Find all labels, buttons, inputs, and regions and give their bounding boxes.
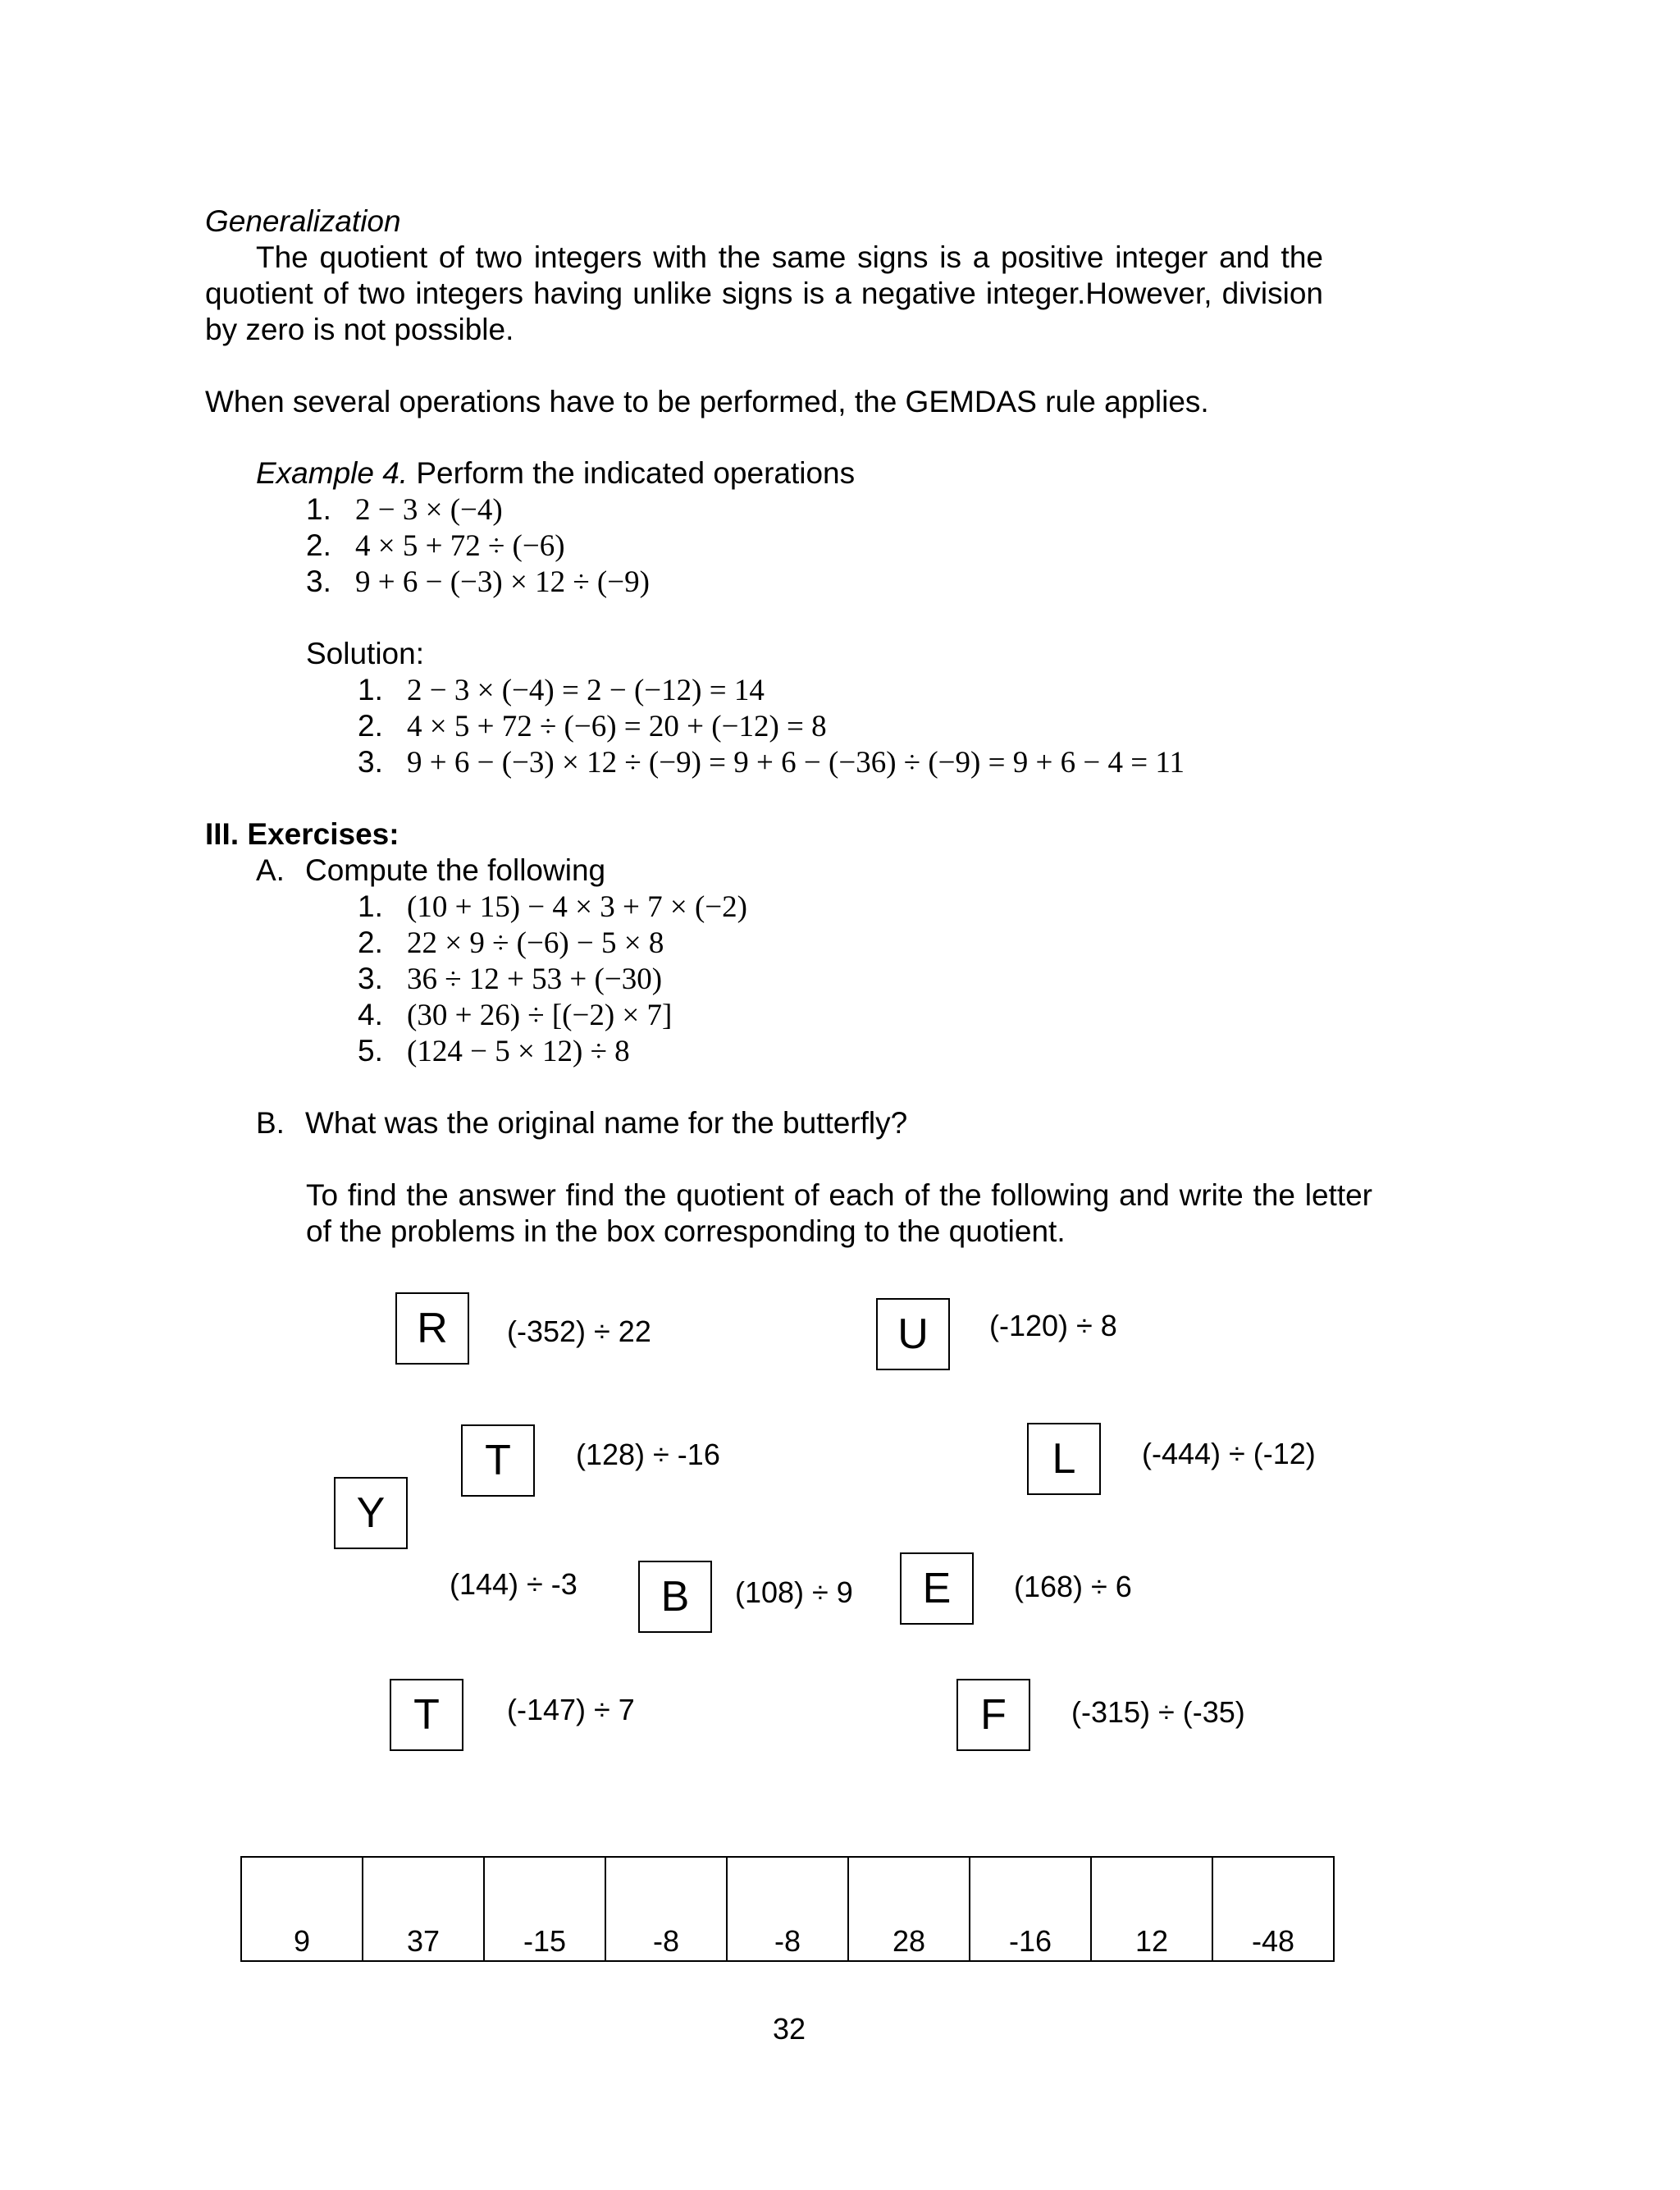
puzzle-expression: (-147) ÷ 7 (507, 1693, 635, 1726)
answer-cell[interactable]: -15 (484, 1857, 605, 1961)
item-number: 2. (358, 709, 383, 743)
solution-item (358, 708, 827, 745)
puzzle-expression: (128) ÷ -16 (576, 1438, 720, 1471)
example-instruction: Perform the indicated operations (416, 456, 856, 490)
item-expression: 22 × 9 ÷ (−6) − 5 × 8 (407, 926, 664, 960)
item-expression: (124 − 5 × 12) ÷ 8 (407, 1035, 630, 1068)
puzzle-expression: (-352) ÷ 22 (507, 1314, 651, 1348)
item-expression: (10 + 15) − 4 × 3 + 7 × (−2) (407, 890, 747, 924)
answer-cell[interactable]: 9 (241, 1857, 363, 1961)
exercise-item (358, 1033, 630, 1070)
letter-box-e: E (900, 1552, 974, 1625)
answer-cell[interactable]: -8 (605, 1857, 727, 1961)
letter-box-f: F (956, 1679, 1030, 1751)
solution-label: Solution: (306, 637, 424, 670)
item-expression: 36 ÷ 12 + 53 + (−30) (407, 962, 663, 996)
letter-box-t-lower: T (390, 1679, 463, 1751)
part-b-question: What was the original name for the butterfly? (305, 1106, 908, 1140)
letter-box-b: B (638, 1561, 712, 1633)
item-number: 4. (358, 998, 383, 1031)
example-item (306, 564, 650, 601)
letter-box-t-upper: T (461, 1424, 535, 1497)
answer-cell[interactable]: -48 (1212, 1857, 1334, 1961)
puzzle-expression: (144) ÷ -3 (450, 1567, 578, 1601)
item-number: 2. (358, 926, 383, 959)
item-number: 1. (358, 673, 383, 706)
item-number: 3. (306, 565, 331, 598)
item-number: 2. (306, 528, 331, 562)
answer-cell[interactable]: 12 (1091, 1857, 1212, 1961)
item-expression: 4 × 5 + 72 ÷ (−6) = 20 + (−12) = 8 (407, 710, 827, 743)
letter-box-r: R (395, 1292, 469, 1365)
item-number: 1. (358, 889, 383, 923)
puzzle-expression: (168) ÷ 6 (1014, 1570, 1132, 1603)
item-expression: 2 − 3 × (−4) (355, 493, 503, 527)
item-expression: 4 × 5 + 72 ÷ (−6) (355, 529, 565, 563)
part-b-label: B. (256, 1106, 285, 1140)
item-number: 3. (358, 962, 383, 995)
letter-box-l: L (1027, 1423, 1101, 1495)
answer-cell[interactable]: -16 (970, 1857, 1091, 1961)
item-expression: (30 + 26) ÷ [(−2) × 7] (407, 999, 673, 1032)
item-expression: 9 + 6 − (−3) × 12 ÷ (−9) = 9 + 6 − (−36) ÷ (−9) = 9 + 6 − 4 = 11 (407, 746, 1185, 780)
letter-box-u: U (876, 1298, 950, 1370)
puzzle-expression: (-315) ÷ (-35) (1071, 1695, 1245, 1729)
exercise-item (358, 889, 747, 926)
example-item (306, 491, 503, 528)
page-number: 32 (773, 2012, 806, 2046)
item-number: 1. (306, 492, 331, 526)
example-item (306, 528, 565, 565)
gemdas-rule: When several operations have to be performed, the GEMDAS rule applies. (205, 385, 1209, 418)
part-a-title (256, 853, 605, 889)
example-label: Example 4. (256, 456, 409, 490)
answer-row (241, 1857, 1334, 1961)
solution-item (358, 672, 765, 709)
item-expression: 9 + 6 − (−3) × 12 ÷ (−9) (355, 565, 650, 599)
puzzle-expression: (108) ÷ 9 (735, 1575, 853, 1609)
exercise-item (358, 925, 664, 962)
part-b-instruction: To find the answer find the quotient of each of the following and write the letter of the problems in the box corresponding to the quotient. (306, 1178, 1372, 1248)
generalization-paragraph: The quotient of two integers with the same signs is a positive integer and the quotient of two integers having unlike signs is a negative integer.However, division by zero is not possible. (205, 240, 1323, 346)
exercise-item (358, 961, 662, 998)
part-b-title (256, 1105, 907, 1141)
item-number: 3. (358, 745, 383, 779)
generalization-heading: Generalization (205, 204, 401, 238)
answer-cell[interactable]: -8 (727, 1857, 848, 1961)
puzzle-expression: (-444) ÷ (-12) (1142, 1437, 1316, 1470)
exercises-heading: III. Exercises: (205, 817, 399, 851)
exercise-item (358, 997, 672, 1034)
answer-table (240, 1856, 1335, 1962)
item-expression: 2 − 3 × (−4) = 2 − (−12) = 14 (407, 674, 765, 707)
answer-cell[interactable]: 37 (363, 1857, 484, 1961)
letter-box-y: Y (334, 1477, 408, 1549)
solution-item (358, 744, 1185, 781)
answer-cell[interactable]: 28 (848, 1857, 970, 1961)
example-title (256, 455, 855, 491)
part-a-label: A. (256, 853, 285, 887)
part-a-text: Compute the following (305, 853, 606, 887)
puzzle-expression: (-120) ÷ 8 (989, 1309, 1117, 1342)
item-number: 5. (358, 1034, 383, 1068)
